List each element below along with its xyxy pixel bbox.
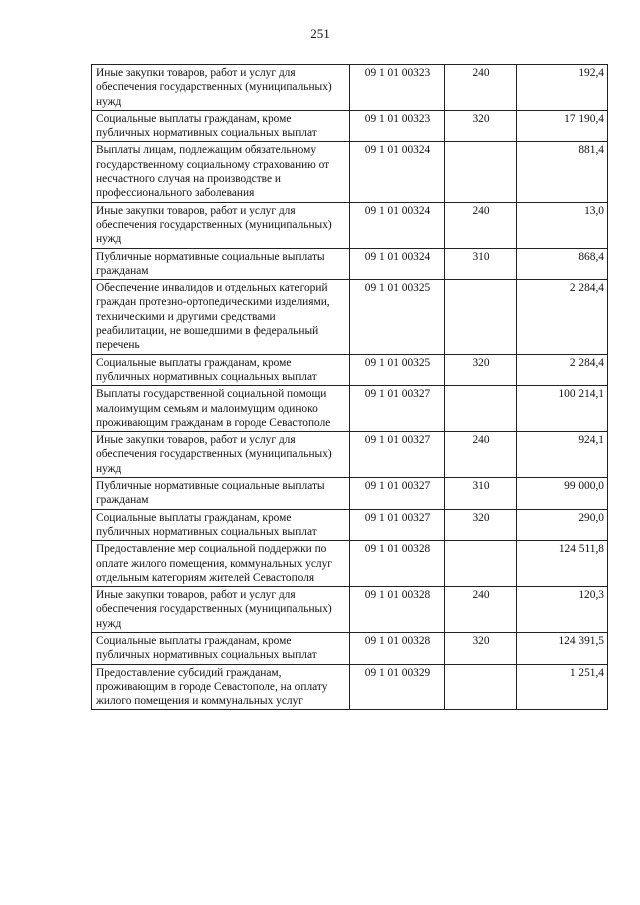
row-expense-type-cell bbox=[445, 541, 517, 587]
row-expense-type-cell: 320 bbox=[445, 354, 517, 386]
row-name-cell: Иные закупки товаров, работ и услуг для обеспечения государственных (муниципальных) нужд bbox=[92, 202, 350, 248]
row-name-cell: Иные закупки товаров, работ и услуг для обеспечения государственных (муниципальных) нужд bbox=[92, 432, 350, 478]
row-amount-cell: 868,4 bbox=[517, 248, 608, 280]
row-amount-cell: 100 214,1 bbox=[517, 386, 608, 432]
row-code-cell: 09 1 01 00328 bbox=[350, 587, 445, 633]
row-name-cell: Выплаты государственной социальной помощи малоимущим семьям и малоимущим одиноко проживающим гражданам в городе Севастополе bbox=[92, 386, 350, 432]
table-row bbox=[92, 65, 608, 111]
row-expense-type-cell: 240 bbox=[445, 432, 517, 478]
table-row bbox=[92, 110, 608, 142]
row-expense-type-cell: 310 bbox=[445, 478, 517, 510]
row-name-cell: Социальные выплаты гражданам, кроме публичных нормативных социальных выплат bbox=[92, 509, 350, 541]
table-row bbox=[92, 142, 608, 202]
row-amount-cell: 13,0 bbox=[517, 202, 608, 248]
row-name-cell: Иные закупки товаров, работ и услуг для обеспечения государственных (муниципальных) нужд bbox=[92, 587, 350, 633]
row-code-cell: 09 1 01 00327 bbox=[350, 432, 445, 478]
table-row bbox=[92, 632, 608, 664]
row-name-cell: Иные закупки товаров, работ и услуг для обеспечения государственных (муниципальных) нужд bbox=[92, 65, 350, 111]
row-name-cell: Социальные выплаты гражданам, кроме публичных нормативных социальных выплат bbox=[92, 632, 350, 664]
row-name-cell: Предоставление субсидий гражданам, проживающим в городе Севастополе, на оплату жилого помещения и коммунальных услуг bbox=[92, 664, 350, 710]
row-code-cell: 09 1 01 00328 bbox=[350, 541, 445, 587]
table-row bbox=[92, 587, 608, 633]
row-code-cell: 09 1 01 00323 bbox=[350, 110, 445, 142]
row-expense-type-cell bbox=[445, 386, 517, 432]
row-amount-cell: 1 251,4 bbox=[517, 664, 608, 710]
row-amount-cell: 124 391,5 bbox=[517, 632, 608, 664]
row-amount-cell: 2 284,4 bbox=[517, 280, 608, 354]
row-amount-cell: 124 511,8 bbox=[517, 541, 608, 587]
table-row bbox=[92, 202, 608, 248]
table-row bbox=[92, 509, 608, 541]
row-expense-type-cell: 240 bbox=[445, 202, 517, 248]
row-code-cell: 09 1 01 00324 bbox=[350, 202, 445, 248]
row-expense-type-cell: 320 bbox=[445, 509, 517, 541]
row-name-cell: Социальные выплаты гражданам, кроме публичных нормативных социальных выплат bbox=[92, 110, 350, 142]
row-amount-cell: 192,4 bbox=[517, 65, 608, 111]
row-code-cell: 09 1 01 00324 bbox=[350, 248, 445, 280]
row-expense-type-cell: 320 bbox=[445, 110, 517, 142]
table-row bbox=[92, 248, 608, 280]
row-code-cell: 09 1 01 00328 bbox=[350, 632, 445, 664]
row-code-cell: 09 1 01 00327 bbox=[350, 478, 445, 510]
row-code-cell: 09 1 01 00327 bbox=[350, 386, 445, 432]
row-code-cell: 09 1 01 00327 bbox=[350, 509, 445, 541]
row-amount-cell: 290,0 bbox=[517, 509, 608, 541]
table-row bbox=[92, 541, 608, 587]
row-amount-cell: 17 190,4 bbox=[517, 110, 608, 142]
budget-table bbox=[91, 64, 608, 710]
row-name-cell: Предоставление мер социальной поддержки по оплате жилого помещения, коммунальных услуг отдельным категориям жителей Севастополя bbox=[92, 541, 350, 587]
row-name-cell: Публичные нормативные социальные выплаты гражданам bbox=[92, 478, 350, 510]
row-expense-type-cell bbox=[445, 142, 517, 202]
row-name-cell: Социальные выплаты гражданам, кроме публичных нормативных социальных выплат bbox=[92, 354, 350, 386]
table-row bbox=[92, 432, 608, 478]
row-expense-type-cell: 240 bbox=[445, 587, 517, 633]
table-row bbox=[92, 478, 608, 510]
row-code-cell: 09 1 01 00325 bbox=[350, 354, 445, 386]
row-amount-cell: 924,1 bbox=[517, 432, 608, 478]
page-number: 251 bbox=[310, 26, 330, 41]
row-expense-type-cell: 310 bbox=[445, 248, 517, 280]
row-amount-cell: 120,3 bbox=[517, 587, 608, 633]
row-code-cell: 09 1 01 00325 bbox=[350, 280, 445, 354]
row-amount-cell: 2 284,4 bbox=[517, 354, 608, 386]
budget-table-body bbox=[92, 65, 608, 710]
row-expense-type-cell bbox=[445, 664, 517, 710]
table-row bbox=[92, 280, 608, 354]
row-code-cell: 09 1 01 00329 bbox=[350, 664, 445, 710]
row-code-cell: 09 1 01 00324 bbox=[350, 142, 445, 202]
row-code-cell: 09 1 01 00323 bbox=[350, 65, 445, 111]
row-expense-type-cell bbox=[445, 280, 517, 354]
row-name-cell: Выплаты лицам, подлежащим обязательному государственному социальному страхованию от несчастного случая на производстве и профессионального заболевания bbox=[92, 142, 350, 202]
row-amount-cell: 99 000,0 bbox=[517, 478, 608, 510]
row-expense-type-cell: 240 bbox=[445, 65, 517, 111]
table-row bbox=[92, 354, 608, 386]
row-expense-type-cell: 320 bbox=[445, 632, 517, 664]
row-name-cell: Публичные нормативные социальные выплаты гражданам bbox=[92, 248, 350, 280]
table-row bbox=[92, 664, 608, 710]
row-name-cell: Обеспечение инвалидов и отдельных категорий граждан протезно-ортопедическими изделиями, техническими и другими средствами реабилитации, не вошедшими в федеральный перечень bbox=[92, 280, 350, 354]
row-amount-cell: 881,4 bbox=[517, 142, 608, 202]
table-row bbox=[92, 386, 608, 432]
